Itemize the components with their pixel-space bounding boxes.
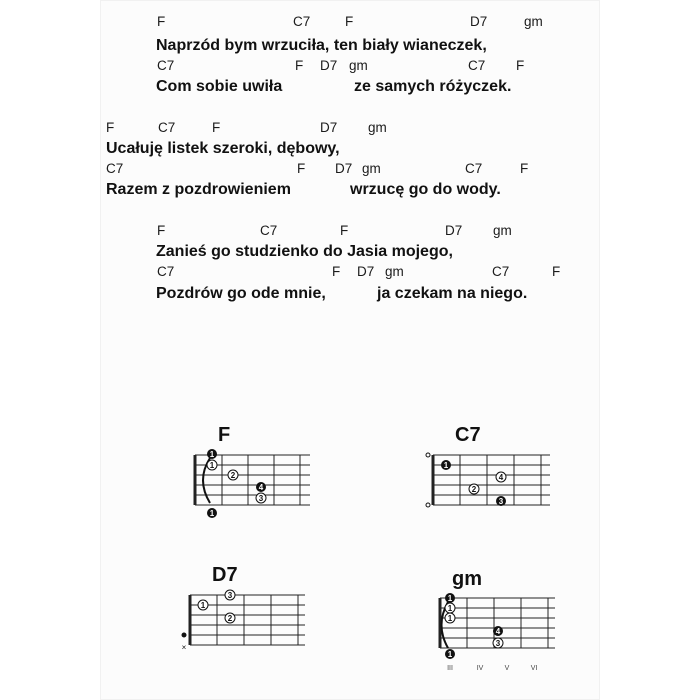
chord-label: F	[520, 161, 529, 176]
finger-dot	[256, 482, 266, 492]
chord-label: gm	[362, 161, 381, 176]
svg-text:1: 1	[209, 509, 215, 518]
svg-text:3: 3	[227, 591, 233, 600]
finger-dot	[496, 496, 506, 506]
svg-text:1: 1	[443, 461, 449, 470]
chord-diagram-gm	[430, 560, 560, 680]
finger-dot	[445, 613, 455, 623]
finger-dot	[493, 638, 503, 648]
chord-label: C7	[260, 223, 278, 238]
finger-dot	[225, 590, 235, 600]
svg-text:3: 3	[498, 497, 504, 506]
fret-position-label: V	[504, 665, 510, 672]
open-string-icon	[426, 453, 430, 457]
chord-label: D7	[320, 58, 338, 73]
finger-dot	[207, 460, 217, 470]
lyric-line: Naprzód bym wrzuciła, ten biały wianeczek,	[156, 37, 487, 54]
chord-label: D7	[320, 120, 338, 135]
finger-dot	[256, 493, 266, 503]
finger-dot	[469, 484, 479, 494]
chord-label: D7	[335, 161, 353, 176]
chord-label: F	[106, 120, 115, 135]
svg-text:2: 2	[227, 614, 233, 623]
svg-text:3: 3	[495, 639, 501, 648]
svg-text:2: 2	[471, 485, 477, 494]
chord-label: F	[212, 120, 221, 135]
chord-label: D7	[470, 14, 488, 29]
songbook-page	[100, 0, 600, 700]
finger-dot	[225, 613, 235, 623]
chord-label: F	[552, 264, 561, 279]
finger-dot	[445, 593, 455, 603]
chord-label: C7	[158, 120, 176, 135]
svg-text:4: 4	[495, 627, 501, 636]
chord-label: gm	[385, 264, 404, 279]
root-dot-icon	[182, 633, 187, 638]
chord-label: F	[332, 264, 341, 279]
svg-text:1: 1	[447, 594, 453, 603]
chord-label: C7	[465, 161, 483, 176]
lyric-line-part: Pozdrów go ode mnie,	[156, 285, 326, 302]
chord-label: F	[340, 223, 349, 238]
lyric-line: Zanieś go studzienko do Jasia mojego,	[156, 243, 453, 260]
finger-dot	[207, 508, 217, 518]
chord-label: F	[295, 58, 304, 73]
finger-dot	[207, 449, 217, 459]
finger-dot	[493, 626, 503, 636]
fret-position-label: III	[447, 665, 453, 672]
finger-dot	[198, 600, 208, 610]
fretboard	[190, 420, 320, 530]
chord-label: gm	[493, 223, 512, 238]
lyric-line-part: Razem z pozdrowieniem	[106, 181, 291, 198]
fret-position-label: VI	[530, 665, 538, 672]
svg-text:4: 4	[258, 483, 264, 492]
open-string-icon	[426, 503, 430, 507]
svg-text:3: 3	[258, 494, 264, 503]
fretboard	[180, 560, 310, 670]
chord-label: C7	[157, 58, 175, 73]
chord-label: D7	[445, 223, 463, 238]
svg-text:4: 4	[498, 473, 504, 482]
finger-dot	[445, 603, 455, 613]
finger-dot	[496, 472, 506, 482]
svg-text:1: 1	[447, 650, 453, 659]
chord-label: D7	[357, 264, 375, 279]
chord-diagram-c7	[425, 420, 560, 530]
chord-label: F	[157, 14, 166, 29]
finger-dot	[228, 470, 238, 480]
chord-diagram-f	[190, 420, 320, 530]
lyric-line-part: ze samych różyczek.	[354, 78, 512, 95]
chord-label: F	[516, 58, 525, 73]
chord-label: F	[157, 223, 166, 238]
fretboard	[425, 420, 560, 530]
finger-dot	[445, 649, 455, 659]
lyric-line-part: ja czekam na niego.	[377, 285, 528, 302]
muted-string-icon: ×	[181, 643, 187, 652]
fret-position-label: IV	[476, 665, 484, 672]
fretboard	[430, 560, 560, 680]
svg-text:1: 1	[447, 604, 453, 613]
lyric-line-part: wrzucę go do wody.	[350, 181, 501, 198]
chord-label: F	[345, 14, 354, 29]
lyric-line-part: Com sobie uwiła	[156, 78, 283, 95]
chord-diagram-d7	[180, 560, 310, 670]
chord-label: gm	[368, 120, 387, 135]
chord-label: C7	[106, 161, 124, 176]
chord-diagram-name: D7	[212, 564, 238, 586]
chord-label: C7	[468, 58, 486, 73]
finger-dot	[441, 460, 451, 470]
chord-label: gm	[524, 14, 543, 29]
chord-label: C7	[157, 264, 175, 279]
lyric-line: Ucałuję listek szeroki, dębowy,	[106, 140, 340, 157]
chord-label: C7	[293, 14, 311, 29]
svg-text:1: 1	[209, 461, 215, 470]
svg-text:1: 1	[209, 450, 215, 459]
svg-text:2: 2	[230, 471, 236, 480]
chord-label: C7	[492, 264, 510, 279]
chord-diagram-name: C7	[455, 424, 481, 446]
svg-text:1: 1	[447, 614, 453, 623]
chord-label: F	[297, 161, 306, 176]
chord-diagram-name: F	[218, 424, 231, 446]
chord-diagram-name: gm	[452, 568, 482, 590]
chord-label: gm	[349, 58, 368, 73]
svg-text:1: 1	[200, 601, 206, 610]
